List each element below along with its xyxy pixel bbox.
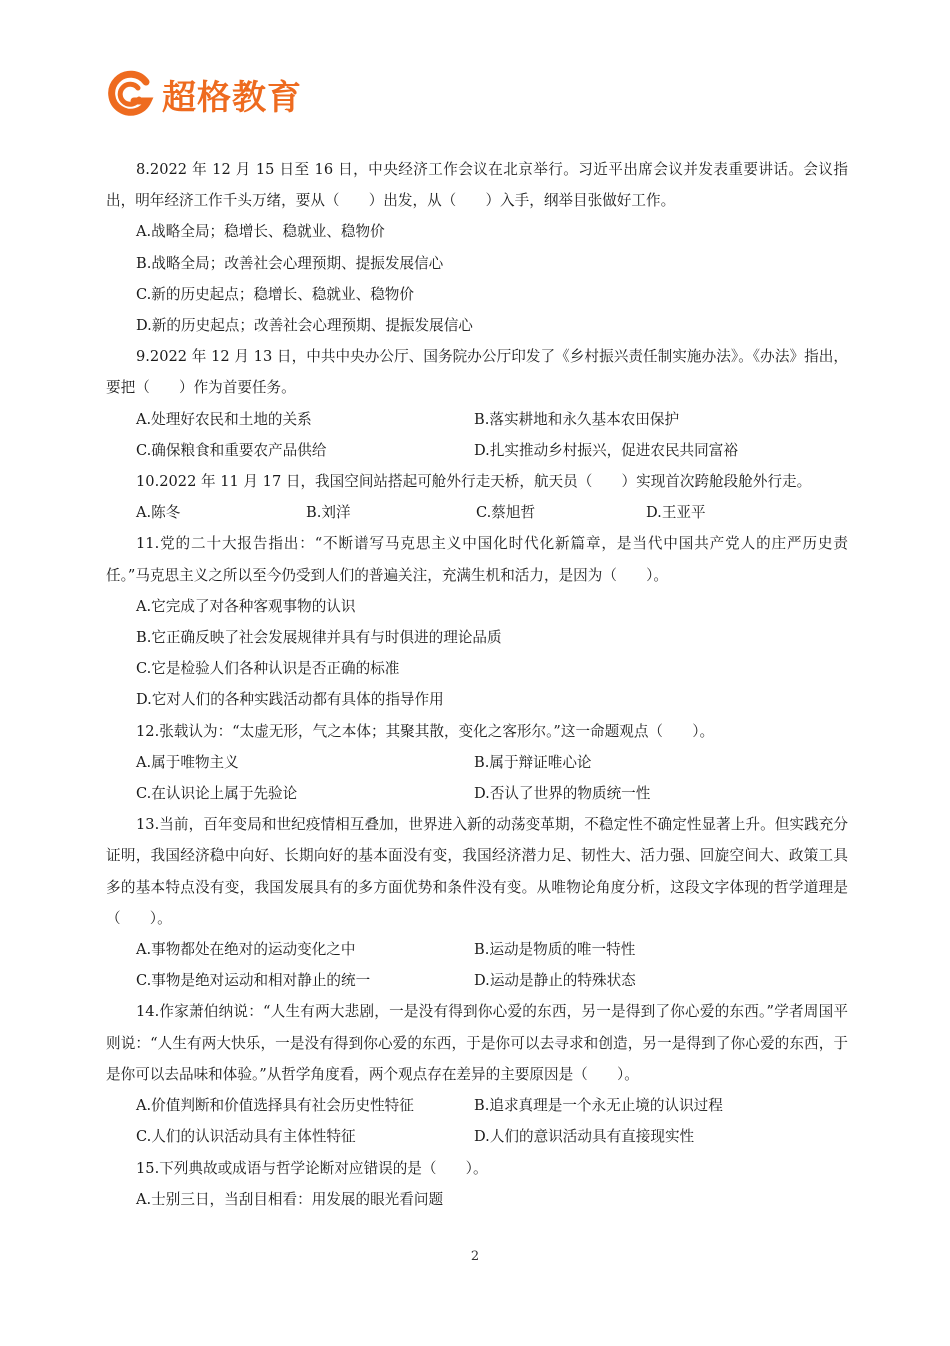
question-9-option-b: B.落实耕地和永久基本农田保护	[474, 410, 680, 428]
question-10-option-a: A.陈冬	[136, 504, 181, 522]
question-10-option-d: D.王亚平	[646, 504, 706, 522]
question-8-option-d: D.新的历史起点；改善社会心理预期、提振发展信心	[136, 317, 473, 335]
brand-logo	[104, 66, 302, 129]
question-12-option-b: B.属于辩证唯心论	[474, 753, 592, 771]
brand-name: 超格教育	[162, 77, 302, 118]
question-9-option-a: A.处理好农民和土地的关系	[136, 410, 312, 428]
question-14-stem: 14.作家萧伯纳说：“人生有两大悲剧，一是没有得到你心爱的东西，另一是得到了你心爱的东西。”学者周国平则说：“人生有两大快乐，一是没有得到你心爱的东西，于是你可以去寻求和创造，另一是得到了你心爱的东西，于是你可以去品味和体验。”从哲学角度看，两个观点存在差异的主要原因是（ ）。	[106, 1003, 848, 1083]
question-12-options-row-2	[106, 778, 848, 809]
question-13-stem: 13.当前，百年变局和世纪疫情相互叠加，世界进入新的动荡变革期，不稳定性不确定性显著上升。但实践充分证明，我国经济稳中向好、长期向好的基本面没有变，我国经济潜力足、韧性大、活力强、回旋空间大、政策工具多的基本特点没有变，我国发展具有的多方面优势和条件没有变。从唯物论角度分析，这段文字体现的哲学道理是（ ）。	[106, 816, 848, 927]
question-12-stem: 12.张载认为：“太虚无形，气之本体；其聚其散，变化之客形尔。”这一命题观点（ ）。	[136, 722, 715, 740]
page-number: 2	[470, 1249, 480, 1264]
question-12-options-row-1	[106, 747, 848, 778]
question-12-option-a: A.属于唯物主义	[136, 753, 239, 771]
question-15-stem: 15.下列典故或成语与哲学论断对应错误的是（ ）。	[136, 1159, 488, 1177]
question-9-option-d: D.扎实推动乡村振兴，促进农民共同富裕	[474, 441, 738, 459]
question-14-options-row-2	[106, 1121, 848, 1152]
question-15-option-a: A.士别三日，当刮目相看：用发展的眼光看问题	[136, 1190, 444, 1208]
question-10-option-b: B.刘洋	[306, 504, 351, 522]
question-12-option-d: D.否认了世界的物质统一性	[474, 785, 651, 803]
question-13-option-c: C.事物是绝对运动和相对静止的统一	[136, 972, 371, 990]
question-11-option-b: B.它正确反映了社会发展规律并具有与时俱进的理论品质	[136, 629, 502, 647]
question-13-option-d: D.运动是静止的特殊状态	[474, 972, 636, 990]
question-10-option-c: C.蔡旭哲	[476, 504, 536, 522]
question-10-options-row	[106, 497, 848, 528]
question-11-option-d: D.它对人们的各种实践活动都有具体的指导作用	[136, 691, 444, 709]
question-8-stem: 8.2022 年 12 月 15 日至 16 日，中央经济工作会议在北京举行。习近平出席会议并发表重要讲话。会议指出，明年经济工作千头万绪，要从（ ）出发，从（ ）入手，纲举目张做好工作。	[106, 161, 848, 210]
question-14-option-c: C.人们的认识活动具有主体性特征	[136, 1128, 356, 1146]
question-9-option-c: C.确保粮食和重要农产品供给	[136, 441, 327, 459]
question-8-option-b: B.战略全局；改善社会心理预期、提振发展信心	[136, 254, 444, 272]
question-13-option-a: A.事物都处在绝对的运动变化之中	[136, 941, 356, 959]
question-11-stem: 11.党的二十大报告指出：“不断谱写马克思主义中国化时代化新篇章，是当代中国共产党人的庄严历史责任。”马克思主义之所以至今仍受到人们的普遍关注，充满生机和活力，是因为（ ）。	[106, 535, 848, 584]
question-14-option-a: A.价值判断和价值选择具有社会历史性特征	[136, 1097, 414, 1115]
exam-content	[106, 154, 848, 1215]
question-13-options-row-2	[106, 965, 848, 996]
question-14-options-row-1	[106, 1090, 848, 1121]
question-9-stem: 9.2022 年 12 月 13 日，中共中央办公厅、国务院办公厅印发了《乡村振兴责任制实施办法》。《办法》指出，要把（ ）作为首要任务。	[106, 348, 848, 397]
brand-glyph: G	[156, 128, 157, 129]
question-8-option-a: A.战略全局；稳增长、稳就业、稳物价	[136, 223, 385, 241]
question-10-stem: 10.2022 年 11 月 17 日，我国空间站搭起可舱外行走天桥，航天员（ ）实现首次跨舱段舱外行走。	[136, 473, 812, 491]
brand-g-icon	[104, 68, 157, 129]
question-12-option-c: C.在认识论上属于先验论	[136, 785, 298, 803]
question-11-option-a: A.它完成了对各种客观事物的认识	[136, 597, 356, 615]
question-13-option-b: B.运动是物质的唯一特性	[474, 941, 636, 959]
question-8-option-c: C.新的历史起点；稳增长、稳就业、稳物价	[136, 285, 414, 303]
question-9-options-row-2	[106, 435, 848, 466]
question-13-options-row-1	[106, 934, 848, 965]
question-9-options-row-1	[106, 404, 848, 435]
question-14-option-d: D.人们的意识活动具有直接现实性	[474, 1128, 695, 1146]
question-14-option-b: B.追求真理是一个永无止境的认识过程	[474, 1097, 723, 1115]
question-11-option-c: C.它是检验人们各种认识是否正确的标准	[136, 660, 400, 678]
